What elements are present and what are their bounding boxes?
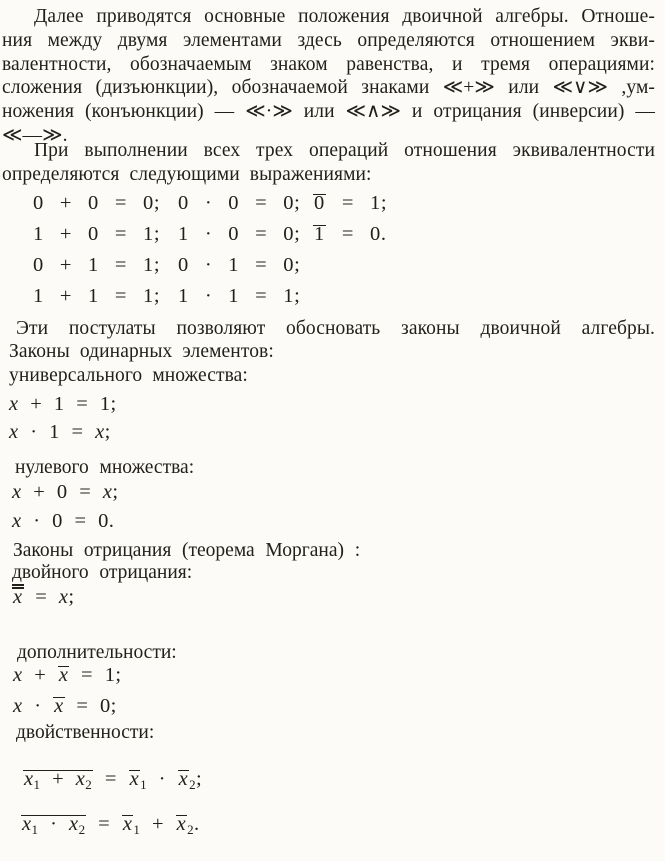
laws-intro-paragraph bbox=[9, 317, 655, 387]
postulate-sum-formula: 0 + 1 = 1; bbox=[33, 254, 161, 276]
text-line: При выполнении всех трех операций отношения эквивалентности bbox=[34, 140, 655, 161]
postulate-product-formula: 1 · 0 = 0; bbox=[178, 223, 301, 245]
text-line: сложения (дизъюнкции), обозначаемой знаками ≪+≫ или ≪∨≫ ,ум- bbox=[2, 77, 655, 99]
complement-product-formula: x · x = 0; bbox=[13, 695, 117, 717]
postulate-row bbox=[33, 285, 387, 316]
universal-product-formula: x · 1 = x; bbox=[9, 421, 111, 443]
postulate-sum-formula: 1 + 1 = 1; bbox=[33, 285, 161, 307]
text-line: универсального множества: bbox=[9, 364, 248, 386]
universal-sum-formula: x + 1 = 1; bbox=[9, 393, 117, 415]
complement-sum-formula: x + x = 1; bbox=[13, 664, 122, 686]
postulate-row bbox=[33, 254, 387, 285]
double-negation-formula: x = x; bbox=[13, 586, 75, 608]
postulate-product-formula: 0 · 0 = 0; bbox=[178, 192, 301, 214]
text-line: ножения (конъюнкции) — ≪·≫ или ≪∧≫ и отрицания (инверсии) — bbox=[2, 101, 655, 123]
postulates-table bbox=[33, 192, 387, 316]
postulate-row bbox=[33, 223, 387, 254]
postulate-sum-formula: 0 + 0 = 0; bbox=[33, 192, 161, 214]
postulate-negation-formula: 0 = 1; bbox=[314, 192, 388, 214]
intro-paragraph bbox=[2, 5, 655, 148]
text-line: Далее приводятся основные положения двоичной алгебры. Отноше- bbox=[34, 6, 655, 27]
text-line: ≪—≫. bbox=[2, 124, 68, 146]
text-line: ния между двумя элементами здесь определяются отношением экви- bbox=[2, 29, 655, 51]
postulate-intro-paragraph bbox=[2, 139, 655, 186]
postulate-product-formula: 1 · 1 = 1; bbox=[178, 285, 301, 307]
text-line: определяются следующими выражениями: bbox=[2, 163, 372, 185]
duality-sum-formula: $x_1 + x_2 = x_1 \cdot x_2$; bbox=[24, 768, 203, 792]
duality-label: двойственности: bbox=[16, 722, 155, 743]
postulate-negation-formula: 1 = 0. bbox=[314, 223, 387, 245]
postulate-sum-formula: 1 + 0 = 1; bbox=[33, 223, 161, 245]
text-line: Эти постулаты позволяют обосновать законы двоичной алгебры. bbox=[16, 318, 655, 339]
double-negation-label: двойного отрицания: bbox=[12, 562, 193, 583]
zero-product-formula: x · 0 = 0. bbox=[12, 510, 115, 532]
zero-sum-formula: x + 0 = x; bbox=[12, 481, 119, 503]
duality-product-formula: $x_1 \cdot x_2 = x_1 + x_2$. bbox=[22, 813, 200, 837]
postulate-row bbox=[33, 192, 387, 223]
text-line: валентности, обозначаемым знаком равенства, и тремя операциями: bbox=[2, 53, 655, 75]
postulate-product-formula: 0 · 1 = 0; bbox=[178, 254, 301, 276]
negation-laws-label: Законы отрицания (теорема Моргана) : bbox=[13, 540, 361, 561]
complement-label: дополнительности: bbox=[17, 642, 177, 663]
text-line: Законы одинарных элементов: bbox=[9, 341, 274, 363]
zero-set-label: нулевого множества: bbox=[15, 457, 195, 478]
